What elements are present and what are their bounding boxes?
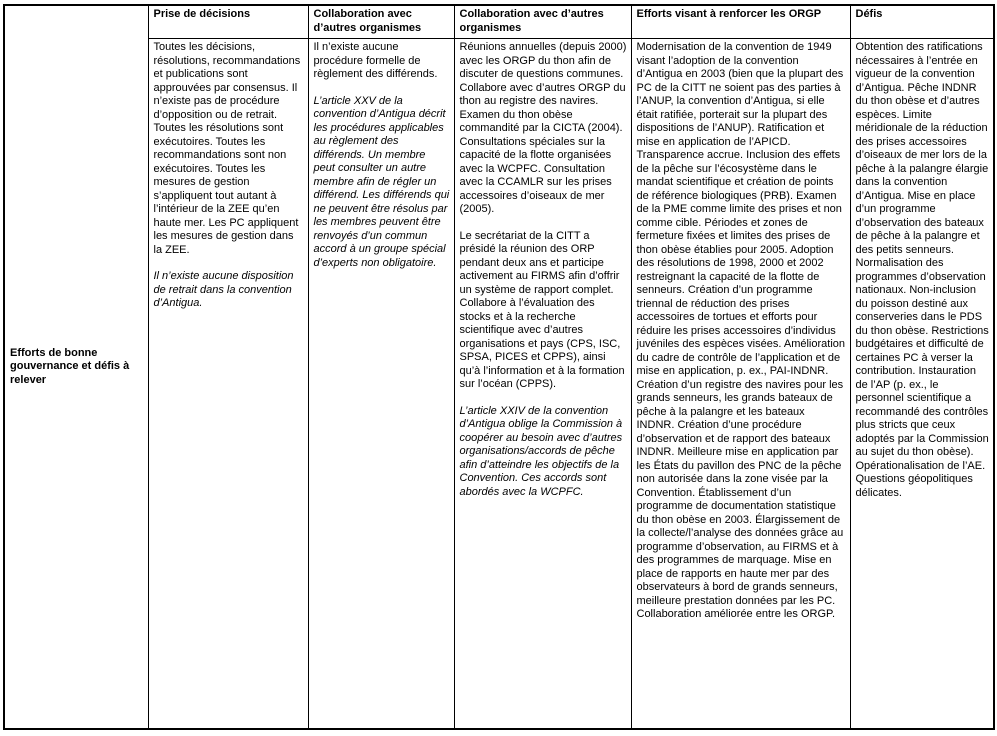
- column-header-efforts-orgp: Efforts visant à renforcer les ORGP: [631, 5, 850, 39]
- cell-paragraph-italic: L’article XXIV de la convention d’Antigua oblige la Commission à coopérer au besoin avec d’autres organisations/accords de pêche afin d’atteindre les objectifs de la Convention. Ces accords sont abordés avec la WCPFC.: [459, 404, 623, 498]
- cell-paragraph: Modernisation de la convention de 1949 visant l’adoption de la convention d’Antigua en 2003 (bien que la plupart des PC de la CITT ne soient pas des parties à l’ANUP, la convention d’Antigua, si elle était ratifiée, porterait sur la plupart des dispositions de l’ANUP). Ratification et mise en application de l’APICD. Transparence accrue. Inclusion des effets de la pêche sur l’écosystème dans le mandat scientifique et création de points de référence biologiques (PRB). Examen de la PME comme limite des prises et non comme cible. Périodes et zones de fermeture fixées et limites des prises de thon obèse établies pour 2005. Adoption des résolutions de 1998, 2000 et 2002 restreignant la capacité de la flotte de senneurs. Création d’un programme triennal de réduction des prises accessoires de tortues et efforts pour réduire les prises accessoires d’individus juvéniles des espèces visées. Amélioration du cadre de contrôle de l’application et de mise en application, p. ex., PAI-INDNR. Création d’un registre des navires pour les grands senneurs, les grands bateaux de pêche à la palangre et les bateaux INDNR. Création d’une procédure d’observation et de rapport des bateaux INDNR. Meilleure mise en application par les États du pavillon des PNC de la pêche non autorisée dans la zone visée par la Convention. Établissement d’un programme de documentation statistique du thon obèse en 2003. Élargissement de la collecte/l’analyse des données grâce au programme d’observation, au FIRMS et à des programmes de marquage. Mise en place de rapports en haute mer par des observateurs à bord de grands senneurs, meilleure prestation données par les PC. Collaboration améliorée entre les ORGP.: [636, 41, 846, 620]
- cell-paragraph: Le secrétariat de la CITT a présidé la réunion des ORP pendant deux ans et participe activement au FIRMS afin d’offrir un système de rapport complet. Collabore à l’évaluation des stocks et à la recherche scientifique avec d’autres organisations et pays (CPS, ISC, SPSA, PICES et CPPS), ainsi qu’à l’information et à la formation sur l’océan (CPPS).: [459, 229, 625, 390]
- cell-paragraph: Obtention des ratifications nécessaires à l’entrée en vigueur de la convention d’Antigua. Pêche INDNR du thon obèse et d’autres espèces. Limite méridionale de la réduction des prises accessoires d’oiseaux de mer lors de la pêche à la palangre élargie dans la convention d’Antigua. Mise en place d’un programme d’observation des bateaux de pêche à la palangre et des petits senneurs. Normalisation des programmes d’observation nationaux. Non-inclusion du poisson destiné aux conserveries dans le PDS du thon obèse. Restrictions budgétaires et difficulté de certaines PC à verser la contribution. Instauration de l’AP (p. ex., le personnel scientifique a recommandé des contrôles plus stricts que ceux adoptés par la Commission au sujet du thon obèse). Opérationalisation de l’AE. Questions géopolitiques délicates.: [855, 41, 989, 499]
- cell-paragraph-italic: Il n’existe aucune disposition de retrait dans la convention d’Antigua.: [153, 270, 294, 309]
- cell-defis: [850, 39, 994, 730]
- row-header-cell: [4, 5, 148, 729]
- cell-paragraph: Toutes les décisions, résolutions, recommandations et publications sont approuvées par consensus. Il n’existe pas de procédure d’opposition ou de retrait. Toutes les résolutions sont exécutoires. Toutes les recommandations sont non exécutoires. Toutes les mesures de gestion s’appliquent tout autant à l’intérieur de la ZEE qu’en haute mer. Les PC appliquent les mesures de gestion dans la ZEE.: [153, 41, 301, 256]
- column-header-defis: Défis: [850, 5, 994, 39]
- column-header-prise-de-decisions: Prise de décisions: [148, 5, 308, 39]
- cell-prise-de-decisions: [148, 39, 308, 730]
- column-header-collaboration-organismes-1: Collaboration avec d’autres organismes: [308, 5, 454, 39]
- cell-collaboration-organismes-1: [308, 39, 454, 730]
- cell-collaboration-organismes-2: [454, 39, 631, 730]
- cell-paragraph: Réunions annuelles (depuis 2000) avec les ORGP du thon afin de discuter de questions communes. Collabore avec d’autres ORGP du thon au registre des navires. Examen du thon obèse commandité par la CICTA (2004). Consultations spéciales sur la capacité de la flotte organisées avec la WCPFC. Consultation avec la CCAMLR sur les prises accessoires d’oiseaux de mer (2005).: [459, 41, 627, 215]
- header-row: [4, 5, 994, 39]
- governance-table: [3, 4, 995, 730]
- cell-paragraph: Il n’existe aucune procédure formelle de règlement des différends.: [313, 41, 438, 80]
- column-header-collaboration-organismes-2: Collaboration avec d’autres organismes: [454, 5, 631, 39]
- cell-efforts-orgp: [631, 39, 850, 730]
- row-header-label: Efforts de bonne gouvernance et défis à relever: [10, 346, 130, 386]
- cell-paragraph-italic: L’article XXV de la convention d’Antigua décrit les procédures applicables au règlement des différends. Un membre peut consulter un autre membre afin de régler un différend. Les différends qui ne peuvent être résolus par les membres peuvent être renvoyés d’un commun accord à un groupe spécial d’experts non obligatoire.: [313, 94, 450, 269]
- body-row: [4, 39, 994, 730]
